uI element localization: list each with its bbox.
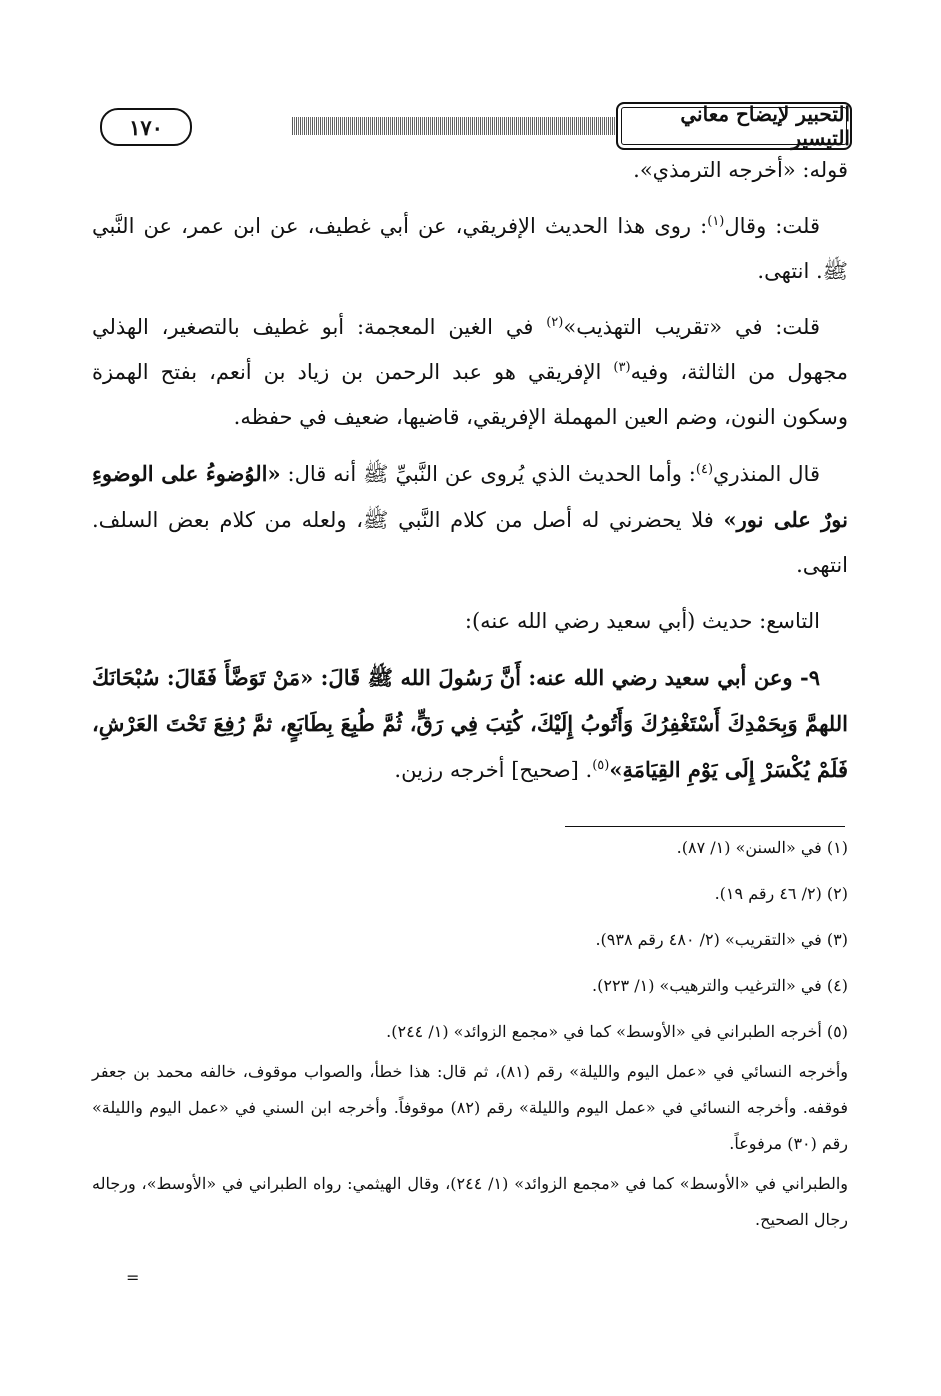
- p3-text-a: قلت: في «تقريب التهذيب»: [563, 315, 820, 339]
- footnote-ref-2: (٢): [546, 315, 564, 330]
- main-text: [92, 148, 848, 804]
- footnotes: [92, 830, 848, 1242]
- footnote-ref-4: (٤): [695, 462, 714, 477]
- p4-text-a: قال المنذري: [713, 462, 820, 486]
- paragraph-4: [92, 451, 848, 588]
- footnote-ref-5: (٥): [592, 758, 610, 773]
- page-number: ١٧٠: [100, 108, 192, 146]
- footnote-3: (٣) في «التقريب» (٢/ ٤٨٠ رقم ٩٣٨).: [595, 930, 848, 949]
- book-title: التحبير لإيضاح معاني التيسير: [616, 102, 852, 150]
- p4-quote: «الوُضوءُ على الوضوءِ نورٌ على نور»: [92, 461, 848, 532]
- end-mark: =: [126, 1268, 140, 1287]
- footnote-divider: [565, 826, 845, 827]
- p3-text-c: الإفريقي هو عبد الرحمن بن زياد بن أنعم، بفتح الهمزة وسكون النون، وضم العين المهملة الإفريقي، قاضيها، ضعيف في حفظه.: [92, 360, 848, 429]
- paragraph-5: [92, 599, 848, 644]
- page-header: [92, 102, 852, 152]
- footnote-5: (٥) أخرجه الطبراني في «الأوسط» كما في «مجمع الزوائد» (١/ ٢٤٤).: [386, 1022, 848, 1041]
- footnote-5-continued-a: وأخرجه النسائي في «عمل اليوم والليلة» رقم (٨١)، ثم قال: هذا خطأ، والصواب موقوف، خالفه محمد بن جعفر فوقفه. وأخرجه النسائي في «عمل اليوم والليلة» رقم (٨٢) موقوفاً. وأخرجه ابن السني في «عمل اليوم والليلة» رقم (٣٠) مرفوعاً.: [92, 1062, 849, 1153]
- footnote-ref-1: (١): [707, 214, 725, 229]
- p2-text-b: : روى هذا الحديث الإفريقي، عن أبي غطيف، عن ابن عمر، عن النَّبي ﷺ. انتهى.: [92, 214, 848, 283]
- paragraph-3: [92, 305, 848, 440]
- footnote-1: (١) في «السنن» (١/ ٨٧).: [676, 838, 848, 857]
- p4-text-b: : وأما الحديث الذي يُروى عن النَّبيِّ ﷺ أنه قال:: [280, 462, 696, 486]
- paragraph-6: [92, 655, 848, 793]
- paragraph-2: [92, 204, 848, 294]
- p5-text: التاسع: حديث (أبي سعيد رضي الله عنه):: [464, 609, 820, 633]
- p3-text-b: في الغين المعجمة: أبو غطيف بالتصغير، الهذلي مجهول من الثالثة، وفيه: [92, 315, 848, 384]
- footnote-ref-3: (٣): [613, 360, 631, 375]
- p4-text-c: فلا يحضرني له أصل من كلام النَّبي ﷺ، ولعله من كلام بعض السلف. انتهى.: [92, 508, 848, 577]
- p6-text-b: . [صحيح] أخرجه رزين.: [394, 758, 593, 782]
- footnote-5-continued-b: والطبراني في «الأوسط» كما في «مجمع الزوائد» (١/ ٢٤٤)، وقال الهيثمي: رواه الطبراني في «الأوسط»، ورجاله رجال الصحيح.: [92, 1174, 848, 1229]
- p2-text-a: قلت: وقال: [724, 214, 820, 238]
- footnote-2: (٢) (٢/ ٤٦ رقم ١٩).: [714, 884, 848, 903]
- footnote-4: (٤) في «الترغيب والترهيب» (١/ ٢٢٣).: [592, 976, 848, 995]
- paragraph-1: [92, 148, 848, 193]
- p1-text: قوله: «أخرجه الترمذي».: [633, 158, 848, 182]
- p6-hadith: ٩- وعن أبي سعيد رضي الله عنه: أَنَّ رَسُولَ الله ﷺ قَالَ: «مَنْ تَوَضَّأَ فَقَالَ: سُبْحَانَكَ اللهمَّ وَبِحَمْدِكَ أَسْتَغْفِرُكَ وَأَتُوبُ إِلَيْكَ، كُتِبَ فِي رَقٍّ، ثُمَّ طُبِعَ بِطَابَعٍ، ثمَّ رُفِعَ تَحْتَ العَرْشِ، فَلَمْ يُكْسَرْ إِلَى يَوْمِ القِيَامَةِ»: [92, 665, 848, 782]
